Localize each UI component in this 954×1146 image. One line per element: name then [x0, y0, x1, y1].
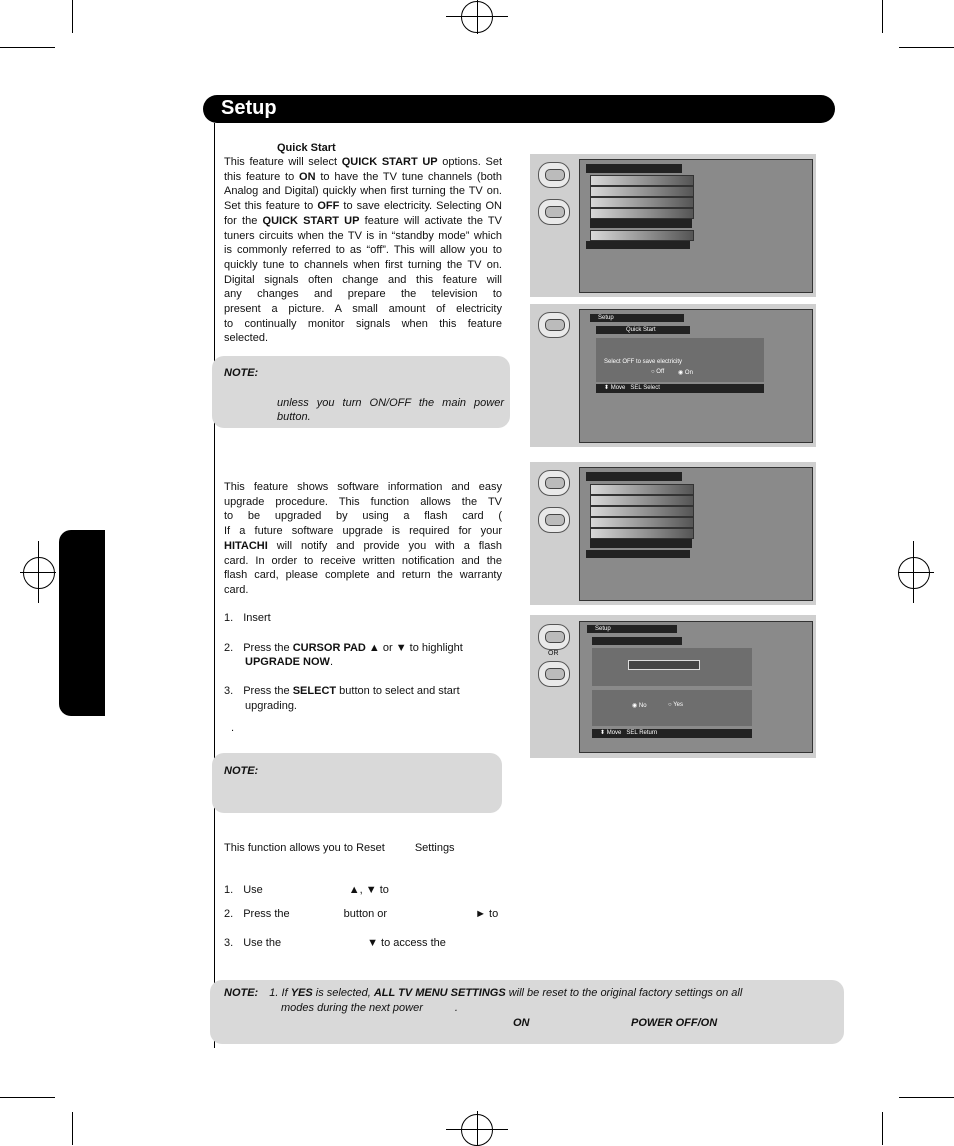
body-line: selected. [224, 332, 269, 345]
note-label: NOTE: [224, 367, 259, 379]
section-heading: Quick Start [277, 142, 336, 154]
body-line: for the QUICK START UP feature will activate the TV [224, 214, 502, 227]
body-line: flash card, please complete and return the warranty [224, 569, 502, 582]
step-2: 2. Press the CURSOR PAD ▲ or ▼ to highlight [224, 642, 463, 654]
body-line: This feature shows software information and easy [224, 481, 502, 493]
menu-item [590, 208, 694, 219]
registration-mark [898, 557, 930, 589]
menu-item [590, 495, 694, 506]
step-2-cont: UPGRADE NOW. [245, 656, 334, 668]
upgrade-body [224, 480, 502, 598]
body-line: This feature will select QUICK START UP options. Set [224, 156, 502, 168]
body-line: card. [224, 583, 249, 596]
radio-off[interactable]: ○ Off [651, 369, 665, 375]
crop-mark [899, 1097, 954, 1098]
crop-mark [882, 0, 883, 33]
body-line: present a picture. A small amount of electricity [224, 303, 502, 316]
body-line: to continually monitor signals when this feature [224, 317, 502, 330]
body-line: card. In order to receive written notification and the [224, 554, 502, 567]
menu-item [590, 197, 694, 208]
step-3-cont: upgrading. [245, 700, 297, 712]
crop-mark [0, 1097, 55, 1098]
note-line: POWER OFF/ON [631, 1017, 718, 1029]
menu-item [590, 230, 694, 241]
radio-on[interactable]: ◉ On [678, 370, 693, 376]
menu-item [590, 484, 694, 495]
menu-item [590, 528, 694, 539]
reset-intro: This function allows you to Reset Settings [224, 842, 455, 854]
note-label: NOTE: [224, 987, 259, 999]
body-line: upgrade procedure. This function allows the TV [224, 495, 502, 508]
step-1: 1. Insert [224, 612, 271, 624]
info-field [628, 660, 700, 670]
crop-mark [899, 47, 954, 48]
side-tab [59, 530, 105, 716]
remote-cursor-button [538, 661, 570, 687]
page-title: Setup [221, 97, 277, 119]
registration-mark [898, 572, 934, 573]
submenu-bar [592, 637, 682, 645]
crop-mark [72, 0, 73, 33]
submenu-bar: Quick Start [596, 326, 690, 334]
body-line: quickly tune to channels when first turning the TV on. [224, 258, 502, 271]
note-line: modes during the next power . [281, 1002, 458, 1014]
margin-rule [214, 123, 215, 1048]
note-line: NOTE: 1. If YES is selected, ALL TV MENU SETTINGS will be reset to the original factory settings on all [224, 987, 743, 999]
remote-menu-button [538, 470, 570, 496]
body-line: Digital signals often change and this feature will [224, 273, 502, 286]
remote-select-button [538, 624, 570, 650]
body-line: If a future software upgrade is required for your [224, 525, 502, 538]
note-label: NOTE: [224, 765, 259, 777]
radio-yes[interactable]: ○ Yes [668, 702, 683, 708]
body-line: tuners circuits when the TV is in “standby mode” which [224, 229, 502, 242]
remote-cursor-button [538, 199, 570, 225]
body-line: HITACHI will notify and provide you with a flash [224, 539, 502, 552]
note-line: ON [513, 1017, 530, 1029]
help-bar: ⬍ Move SEL Return [592, 729, 752, 738]
menu-item [590, 175, 694, 186]
menu-bar: Setup [587, 625, 677, 633]
menu-item-selected [590, 539, 692, 548]
menu-bar [586, 472, 682, 481]
note-text: unless you turn ON/OFF the main power [277, 397, 504, 409]
step-3: 3. Press the SELECT button to select and start [224, 685, 460, 697]
body-line: is commonly referred to as “off”. This will allow you to [224, 244, 502, 257]
note-box [212, 753, 502, 813]
note-text: button. [277, 411, 311, 423]
reset-step-1: 1. Use ▲, ▼ to [224, 884, 389, 896]
remote-select-button [538, 312, 570, 338]
stray-dot: . [231, 722, 235, 734]
crop-mark [0, 47, 55, 48]
help-bar [586, 550, 690, 558]
reset-step-2: 2. Press the button or ► to [224, 908, 499, 920]
menu-item [590, 506, 694, 517]
menu-item [590, 186, 694, 197]
menu-bar [586, 164, 682, 173]
help-bar [586, 241, 690, 249]
body-line: Analog and Digital) quickly when first turning the TV on. [224, 185, 502, 198]
radio-no[interactable]: ◉ No [632, 703, 647, 709]
reset-step-3: 3. Use the ▼ to access the [224, 937, 446, 949]
body-line: this feature to ON to have the TV tune channels (both [224, 170, 502, 183]
quick-start-body [224, 155, 502, 346]
or-label: OR [548, 650, 559, 657]
crop-mark [882, 1112, 883, 1145]
menu-item-selected [590, 219, 692, 228]
body-line: Set this feature to OFF to save electricity. Selecting ON [224, 200, 502, 213]
menu-bar: Setup [590, 314, 684, 322]
crop-mark [72, 1112, 73, 1145]
body-line: to be upgraded by using a flash card ( [224, 510, 502, 523]
option-panel [592, 690, 752, 726]
page-header [203, 95, 835, 123]
registration-mark [477, 1111, 478, 1145]
registration-mark [477, 0, 478, 34]
registration-mark [38, 541, 39, 603]
remote-cursor-button [538, 507, 570, 533]
remote-menu-button [538, 162, 570, 188]
hint-text: Select OFF to save electricity [604, 359, 683, 365]
help-bar: ⬍ Move SEL Select [596, 384, 764, 393]
menu-item [590, 517, 694, 528]
registration-mark [913, 541, 914, 603]
registration-mark [23, 557, 55, 589]
body-line: any changes and prepare the television to [224, 288, 502, 301]
